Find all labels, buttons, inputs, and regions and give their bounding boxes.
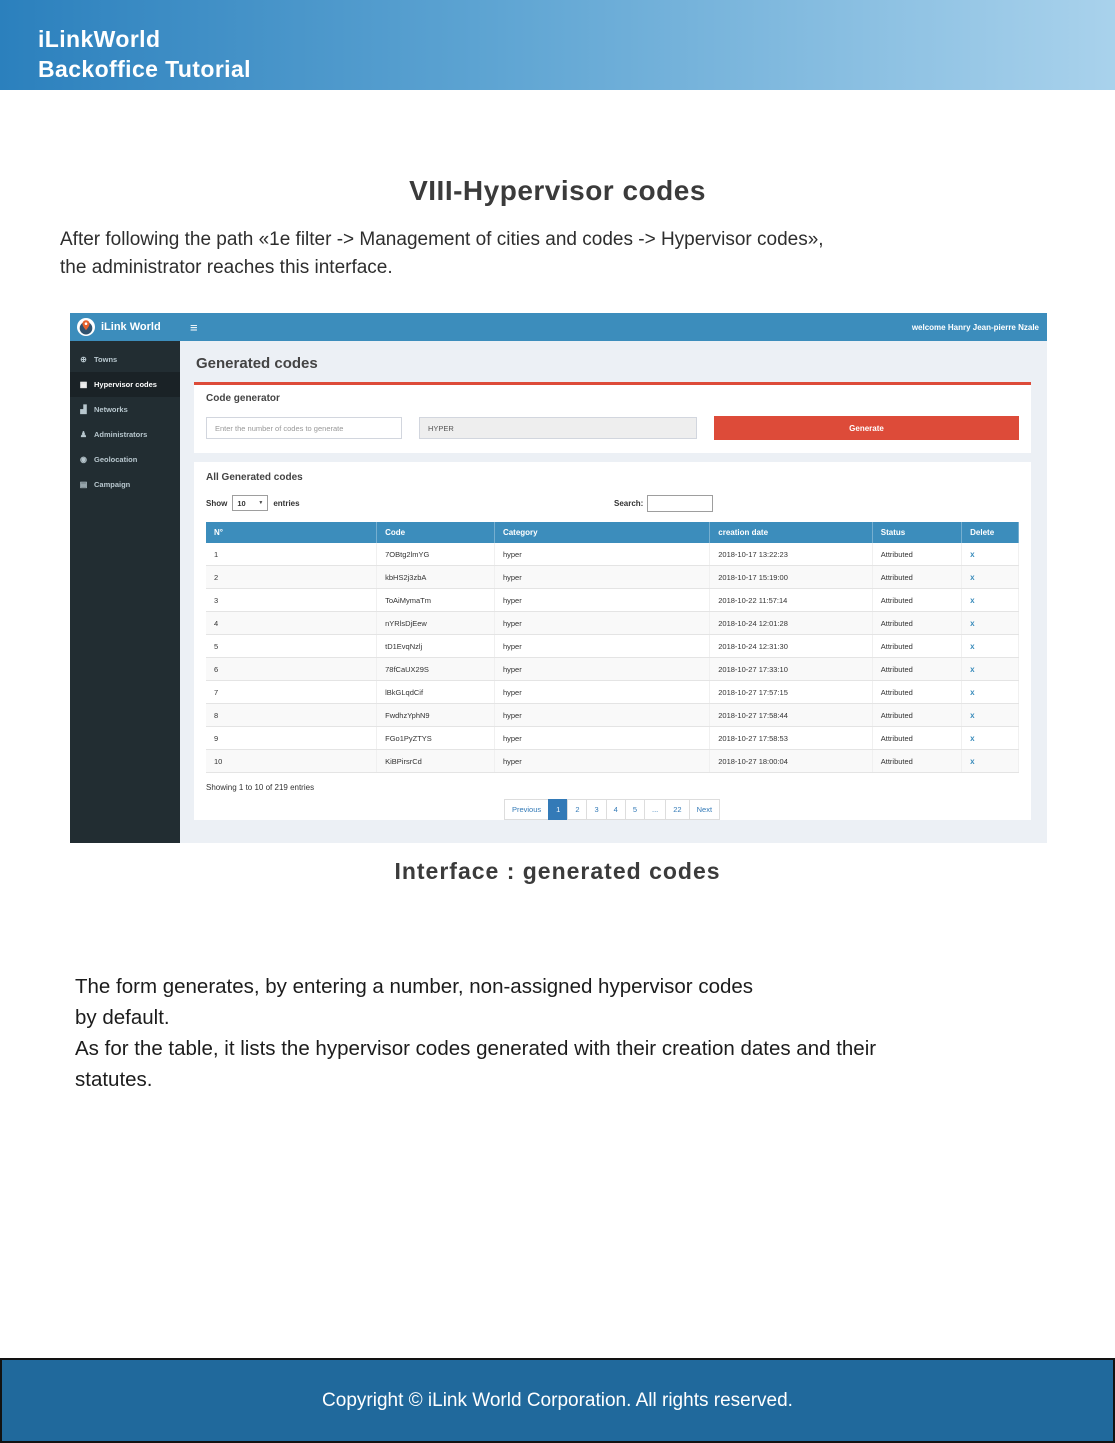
cell-code: lBkGLqdCif bbox=[377, 681, 495, 704]
cell-code: 78fCaUX29S bbox=[377, 658, 495, 681]
table-row bbox=[206, 750, 1019, 773]
table-row bbox=[206, 704, 1019, 727]
doc-body-line1: The form generates, by entering a number, non-assigned hypervisor codes bbox=[75, 975, 754, 998]
generated-codes-title: All Generated codes bbox=[206, 472, 303, 483]
table-row bbox=[206, 727, 1019, 750]
list-icon: ▤ bbox=[79, 479, 88, 489]
doc-brand-line1: iLinkWorld bbox=[38, 26, 161, 52]
cell-delete bbox=[962, 635, 1019, 658]
cell-category: hyper bbox=[494, 589, 709, 612]
cell-code: 7OBtg2lmYG bbox=[377, 543, 495, 566]
sidebar-item-label: Geolocation bbox=[94, 455, 138, 464]
app-body bbox=[70, 341, 1047, 843]
cell-number: 5 bbox=[206, 635, 377, 658]
table-summary: Showing 1 to 10 of 219 entries bbox=[206, 783, 315, 792]
column-header[interactable]: Category bbox=[494, 522, 709, 543]
column-header[interactable]: Status bbox=[872, 522, 961, 543]
page-button-22[interactable]: 22 bbox=[665, 799, 689, 820]
chart-bars-icon: ▟ bbox=[80, 404, 87, 414]
table-row bbox=[206, 681, 1019, 704]
cell-number: 6 bbox=[206, 658, 377, 681]
cell-status: Attributed bbox=[872, 543, 961, 566]
welcome-user[interactable]: welcome Hanry Jean-pierre Nzale bbox=[911, 322, 1039, 332]
table-row bbox=[206, 612, 1019, 635]
cell-creation-date: 2018-10-27 18:00:04 bbox=[710, 750, 873, 773]
cell-number: 10 bbox=[206, 750, 377, 773]
search-input[interactable] bbox=[647, 495, 713, 512]
sidebar-item-label: Hypervisor codes bbox=[94, 380, 157, 389]
table-row bbox=[206, 543, 1019, 566]
delete-icon[interactable]: x bbox=[970, 664, 975, 674]
sidebar-item-label: Networks bbox=[94, 405, 128, 414]
cell-code: ToAiMymaTm bbox=[377, 589, 495, 612]
show-entries bbox=[206, 495, 1019, 511]
cell-category: hyper bbox=[494, 704, 709, 727]
cell-category: hyper bbox=[494, 635, 709, 658]
doc-brand-line2: Backoffice Tutorial bbox=[38, 56, 251, 82]
sidebar-item-networks[interactable] bbox=[70, 397, 180, 422]
cell-delete bbox=[962, 658, 1019, 681]
doc-body-line4: statutes. bbox=[75, 1068, 153, 1091]
delete-icon[interactable]: x bbox=[970, 710, 975, 720]
sidebar-item-administrators[interactable] bbox=[70, 422, 180, 447]
cell-category: hyper bbox=[494, 681, 709, 704]
delete-icon[interactable]: x bbox=[970, 687, 975, 697]
cell-number: 2 bbox=[206, 566, 377, 589]
cell-status: Attributed bbox=[872, 727, 961, 750]
cell-delete bbox=[962, 612, 1019, 635]
delete-icon[interactable]: x bbox=[970, 756, 975, 766]
cell-status: Attributed bbox=[872, 681, 961, 704]
cell-number: 7 bbox=[206, 681, 377, 704]
cell-creation-date: 2018-10-27 17:58:44 bbox=[710, 704, 873, 727]
page-prev-button[interactable]: Previous bbox=[504, 799, 549, 820]
doc-intro-line2: the administrator reaches this interface. bbox=[60, 257, 393, 278]
table-controls bbox=[206, 495, 1019, 513]
cell-category: hyper bbox=[494, 750, 709, 773]
cell-creation-date: 2018-10-27 17:58:53 bbox=[710, 727, 873, 750]
doc-header bbox=[0, 0, 1115, 90]
code-generator-panel bbox=[194, 382, 1031, 453]
cell-status: Attributed bbox=[872, 566, 961, 589]
caret-down-icon: ▼ bbox=[258, 500, 264, 506]
cell-status: Attributed bbox=[872, 612, 961, 635]
cell-code: kbHS2j3zbA bbox=[377, 566, 495, 589]
page-ellipsis[interactable]: ... bbox=[644, 799, 666, 820]
cell-category: hyper bbox=[494, 658, 709, 681]
doc-intro bbox=[60, 226, 1070, 282]
page-button-5[interactable]: 5 bbox=[625, 799, 645, 820]
sidebar-item-hypervisor-codes[interactable] bbox=[70, 372, 180, 397]
cell-delete bbox=[962, 589, 1019, 612]
delete-icon[interactable]: x bbox=[970, 641, 975, 651]
cell-category: hyper bbox=[494, 612, 709, 635]
cell-delete bbox=[962, 543, 1019, 566]
page-length-value: 10 bbox=[237, 498, 246, 508]
globe-icon: ⊕ bbox=[80, 354, 87, 364]
cell-number: 8 bbox=[206, 704, 377, 727]
cell-creation-date: 2018-10-24 12:31:30 bbox=[710, 635, 873, 658]
codes-count-input[interactable] bbox=[206, 417, 402, 439]
app-logo-area[interactable] bbox=[70, 313, 180, 341]
user-icon: ♟ bbox=[79, 429, 88, 439]
figure-caption: Interface : generated codes bbox=[394, 858, 721, 884]
delete-icon[interactable]: x bbox=[970, 618, 975, 628]
sidebar-item-label: Towns bbox=[94, 355, 118, 364]
delete-icon[interactable]: x bbox=[970, 572, 975, 582]
table-row bbox=[206, 658, 1019, 681]
delete-icon[interactable]: x bbox=[970, 595, 975, 605]
sidebar-item-label: Campaign bbox=[94, 480, 131, 489]
doc-body-line2: by default. bbox=[75, 1006, 170, 1029]
cell-number: 1 bbox=[206, 543, 377, 566]
app-sidebar bbox=[70, 341, 180, 843]
generated-codes-panel bbox=[194, 462, 1031, 820]
page-title: Generated codes bbox=[196, 355, 318, 372]
cell-creation-date: 2018-10-17 15:19:00 bbox=[710, 566, 873, 589]
cell-number: 3 bbox=[206, 589, 377, 612]
cell-status: Attributed bbox=[872, 658, 961, 681]
entries-label: entries bbox=[273, 498, 300, 508]
table-icon: ▦ bbox=[79, 379, 88, 389]
column-header[interactable]: creation date bbox=[710, 522, 873, 543]
cell-code: tD1EvqNzlj bbox=[377, 635, 495, 658]
cell-delete bbox=[962, 566, 1019, 589]
doc-intro-line1: After following the path «1e filter -> Management of cities and codes -> Hypervisor codes», bbox=[60, 229, 824, 250]
sidebar-item-geolocation[interactable] bbox=[70, 447, 180, 472]
table-row bbox=[206, 635, 1019, 658]
app-brand: iLink World bbox=[101, 321, 161, 333]
codes-table bbox=[206, 522, 1019, 773]
cell-category: hyper bbox=[494, 727, 709, 750]
doc-title: VIII-Hypervisor codes bbox=[409, 175, 706, 206]
cell-delete bbox=[962, 727, 1019, 750]
cell-status: Attributed bbox=[872, 750, 961, 773]
app-content bbox=[180, 341, 1047, 843]
doc-body-text bbox=[75, 971, 1035, 1095]
cell-category: hyper bbox=[494, 566, 709, 589]
hamburger-icon[interactable]: ≡ bbox=[190, 319, 198, 335]
cell-number: 4 bbox=[206, 612, 377, 635]
delete-icon[interactable]: x bbox=[970, 733, 975, 743]
doc-body-line3: As for the table, it lists the hypervisor codes generated with their creation dates and their bbox=[75, 1037, 877, 1060]
cell-creation-date: 2018-10-17 13:22:23 bbox=[710, 543, 873, 566]
map-marker-icon: ◉ bbox=[80, 454, 87, 464]
column-header[interactable]: Code bbox=[377, 522, 495, 543]
cell-creation-date: 2018-10-22 11:57:14 bbox=[710, 589, 873, 612]
prefix-field bbox=[419, 417, 697, 439]
cell-delete bbox=[962, 704, 1019, 727]
codes-table-header-row bbox=[206, 522, 1019, 543]
cell-category: hyper bbox=[494, 543, 709, 566]
page-button-3[interactable]: 3 bbox=[586, 799, 606, 820]
show-label: Show bbox=[206, 498, 228, 508]
delete-icon[interactable]: x bbox=[970, 549, 975, 559]
page-button-2[interactable]: 2 bbox=[567, 799, 587, 820]
sidebar-item-campaign[interactable] bbox=[70, 472, 180, 497]
sidebar-item-towns[interactable] bbox=[70, 347, 180, 372]
cell-code: FwdhzYphN9 bbox=[377, 704, 495, 727]
code-generator-form bbox=[206, 416, 1019, 440]
generate-button[interactable]: Generate bbox=[714, 416, 1019, 440]
cell-status: Attributed bbox=[872, 635, 961, 658]
column-header[interactable]: N° bbox=[206, 522, 377, 543]
doc-footer bbox=[0, 1358, 1115, 1443]
search-box bbox=[614, 495, 713, 512]
sidebar-item-label: Administrators bbox=[94, 430, 148, 439]
page-length-select[interactable] bbox=[232, 495, 268, 511]
table-row bbox=[206, 589, 1019, 612]
cell-status: Attributed bbox=[872, 704, 961, 727]
cell-creation-date: 2018-10-27 17:57:15 bbox=[710, 681, 873, 704]
page-button-1[interactable]: 1 bbox=[548, 799, 568, 820]
cell-status: Attributed bbox=[872, 589, 961, 612]
app-screenshot bbox=[70, 313, 1047, 843]
code-generator-title: Code generator bbox=[206, 393, 280, 404]
cell-delete bbox=[962, 681, 1019, 704]
doc-brand bbox=[0, 0, 1115, 84]
codes-table-body bbox=[206, 543, 1019, 773]
cell-code: FGo1PyZTYS bbox=[377, 727, 495, 750]
app-navbar bbox=[70, 313, 1047, 341]
copyright-text: Copyright © iLink World Corporation. All rights reserved. bbox=[322, 1389, 793, 1411]
cell-creation-date: 2018-10-27 17:33:10 bbox=[710, 658, 873, 681]
cell-code: KiBPirsrCd bbox=[377, 750, 495, 773]
cell-delete bbox=[962, 750, 1019, 773]
cell-creation-date: 2018-10-24 12:01:28 bbox=[710, 612, 873, 635]
cell-code: nYRlsDjEew bbox=[377, 612, 495, 635]
table-row bbox=[206, 566, 1019, 589]
cell-number: 9 bbox=[206, 727, 377, 750]
pagination bbox=[206, 799, 1019, 820]
page-next-button[interactable]: Next bbox=[689, 799, 720, 820]
page-button-4[interactable]: 4 bbox=[606, 799, 626, 820]
search-label: Search: bbox=[614, 499, 644, 508]
column-header[interactable]: Delete bbox=[962, 522, 1019, 543]
ilink-logo-icon bbox=[77, 318, 95, 336]
